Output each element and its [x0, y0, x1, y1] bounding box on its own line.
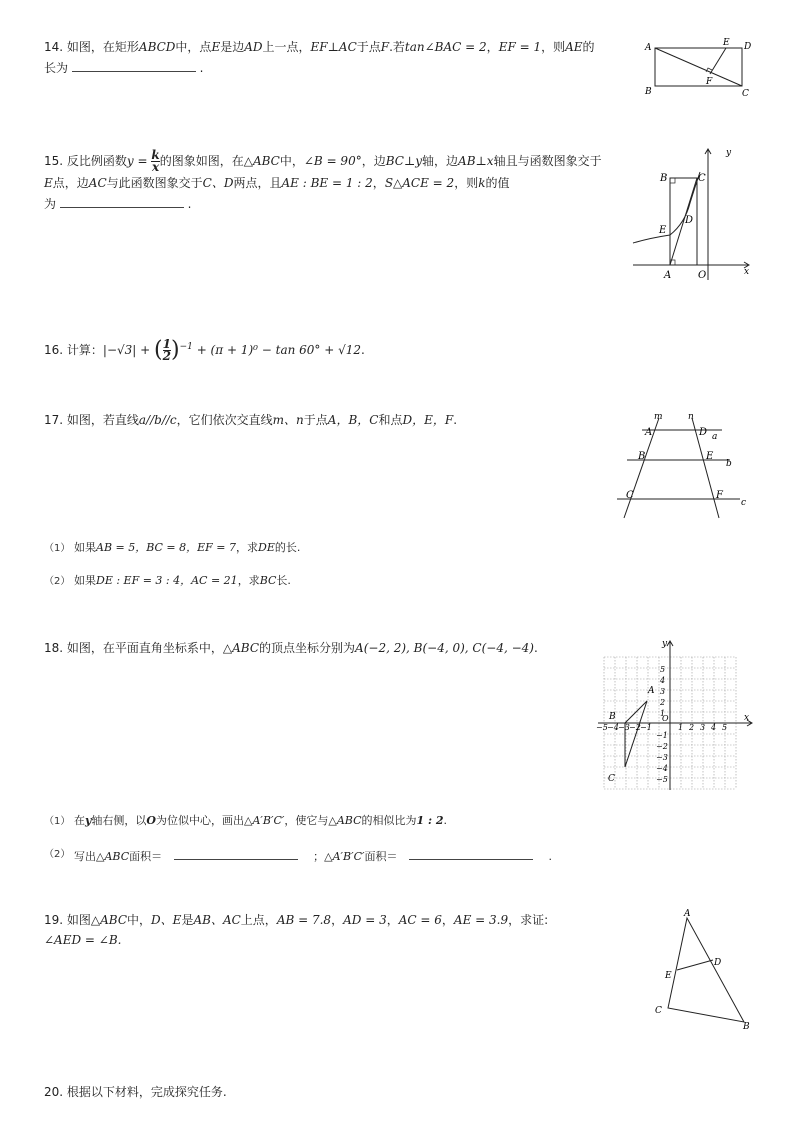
tick-y-neg: −1 [656, 731, 668, 740]
answer-blank-18-abc-area[interactable] [174, 845, 298, 860]
tick-y-pos: 4 [660, 676, 666, 685]
label-n: n [688, 412, 694, 422]
label-B: B [645, 87, 652, 97]
label-C: C [608, 774, 615, 784]
question-16: 16. 计算：|−√3| + ( $\frac{1}{2}$ )$^{-1}$ + (π + 1)⁰ − tan 60° + √12. [44, 337, 365, 363]
tick-x-pos: 2 [689, 723, 695, 732]
label-F: F [716, 490, 723, 501]
answer-blank-18-a1b1c1-area[interactable] [409, 845, 533, 860]
question-18-part-2: （2） 写出△ABC面积＝ ；△A′B′C′面积＝ . [44, 845, 552, 864]
axis-label-y: y [662, 639, 668, 649]
label-B: B [743, 1022, 750, 1032]
tick-x-neg: −1 [640, 723, 652, 732]
question-18-part-1: （1） 在y轴右侧，以O为位似中心，画出△A′B′C′，使它与△ABC的相似比为1 : 2. [44, 814, 448, 827]
axis-label-x: x [744, 267, 750, 277]
label-B: B [609, 712, 616, 722]
axis-label-x: x [744, 713, 750, 723]
label-C: C [698, 173, 706, 184]
tick-x-pos: 4 [711, 723, 717, 732]
label-D: D [744, 42, 752, 52]
question-15: 15. 反比例函数y = $\frac{k}{x}$ 的图象如图，在△ABC中，∠B = 90°，边BC⊥y轴，边AB⊥x轴且与函数图象交于 E点，边AC与此函数图象交于C、D两点，且AE : BE = 1 : 2，S△ACE = 2，则k的值 为 . [44, 148, 602, 211]
figure-q14 [640, 36, 760, 100]
label-B: B [638, 451, 646, 462]
label-D: D [685, 215, 694, 226]
tick-x-neg: −3 [618, 723, 630, 732]
label-m: m [654, 412, 663, 422]
label-b: b [726, 459, 732, 469]
tick-x-pos: 1 [678, 723, 684, 732]
tick-x-pos: 5 [722, 723, 728, 732]
figure-q17 [612, 410, 762, 522]
label-c: c [741, 498, 747, 508]
label-D: D [699, 427, 708, 438]
tick-x-neg: −4 [607, 723, 619, 732]
label-A: A [645, 427, 653, 438]
question-17: 17. 如图，若直线a//b//c，它们依次交直线m、n于点A，B，C和点D，E，F. [44, 413, 458, 427]
label-O: O [698, 270, 707, 281]
question-14: 14. 如图，在矩形ABCD中，点E是边AD上一点，EF⊥AC于点F.若tan∠BAC = 2，EF = 1，则AE的 长为 . [44, 40, 595, 75]
question-17-part-2: （2） 如果DE : EF = 3 : 4，AC = 21，求BC长. [44, 574, 291, 587]
label-A: A [648, 686, 655, 696]
figure-q19 [650, 906, 755, 1034]
label-B: B [660, 173, 668, 184]
tick-x-neg: −2 [629, 723, 641, 732]
tick-y-pos: 1 [660, 709, 666, 718]
label-O: O [662, 714, 669, 723]
label-A: A [645, 43, 652, 53]
label-E: E [706, 451, 714, 462]
tick-x-pos: 3 [700, 723, 706, 732]
tick-x-neg: −5 [596, 723, 608, 732]
tick-y-neg: −2 [656, 742, 668, 751]
label-D: D [714, 958, 722, 968]
label-F: F [706, 77, 713, 87]
label-E: E [665, 971, 672, 981]
tick-y-pos: 3 [660, 687, 666, 696]
figure-q18-coordinate-grid [592, 638, 756, 794]
label-E: E [723, 38, 730, 48]
tick-y-pos: 2 [660, 698, 666, 707]
label-a: a [712, 432, 718, 442]
tick-y-neg: −3 [656, 753, 668, 762]
question-20: 20. 根据以下材料，完成探究任务. [44, 1085, 227, 1099]
tick-y-neg: −4 [656, 764, 668, 773]
fraction-one-half: $\frac{1}{2}$ [162, 337, 171, 363]
tick-y-pos: 5 [660, 665, 666, 674]
question-19: 19. 如图△ABC中，D、E是AB、AC上点，AB = 7.8，AD = 3，AC = 6，AE = 3.9，求证: ∠AED = ∠B. [44, 913, 549, 947]
tick-y-neg: −5 [656, 775, 668, 784]
question-17-part-1: （1） 如果AB = 5，BC = 8，EF = 7，求DE的长. [44, 541, 301, 554]
answer-blank-15[interactable] [60, 193, 184, 208]
question-18: 18. 如图，在平面直角坐标系中，△ABC的顶点坐标分别为A(−2, 2), B(−4, 0), C(−4, −4). [44, 641, 538, 655]
label-E: E [659, 225, 667, 236]
fraction-k-over-x: $\frac{k}{x}$ [151, 148, 160, 174]
label-C: C [626, 490, 634, 501]
label-A: A [664, 270, 672, 281]
label-C: C [742, 89, 749, 99]
answer-blank-14[interactable] [72, 57, 196, 72]
axis-label-y: y [726, 148, 732, 158]
figure-q15 [630, 145, 755, 285]
label-C: C [655, 1006, 662, 1016]
label-A: A [684, 909, 691, 919]
